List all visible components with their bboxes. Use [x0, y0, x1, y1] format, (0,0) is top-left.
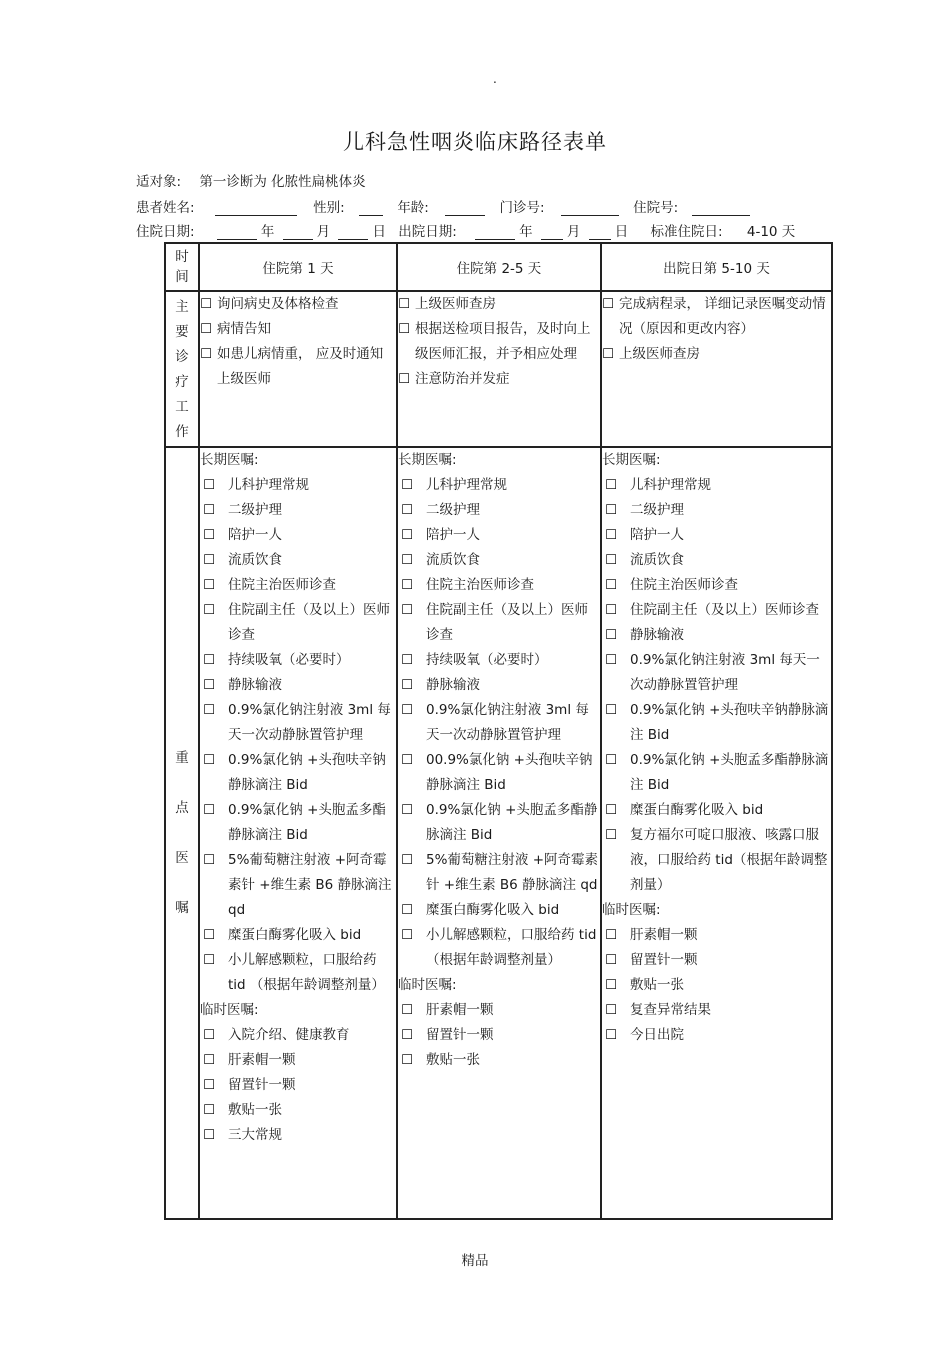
- order-text: 静脉输液: [630, 627, 684, 643]
- order-text: 复方福尔可啶口服液、咳露口服液，口服给药 tid（根据年龄调整剂量）: [630, 827, 828, 893]
- order-text: 住院副主任（及以上）医师诊查: [228, 602, 390, 643]
- checkbox-icon[interactable]: ☐: [605, 552, 618, 568]
- day2-5-long-list: [398, 473, 600, 973]
- order-item: [602, 698, 831, 748]
- day-label: 日: [372, 224, 386, 240]
- order-text: 0.9%氯化钠注射液 3ml 每天一次动静脉置管护理: [426, 702, 589, 743]
- day1-main-cell: [199, 291, 397, 447]
- order-text: 0.9%氯化钠 +头胞孟多酯静脉滴注 Bid: [630, 752, 829, 793]
- pathway-table: [164, 242, 833, 1220]
- checklist-item: ☐ 病情告知: [200, 317, 396, 342]
- checklist-item: ☐ 上级医师查房: [398, 292, 600, 317]
- order-text: 复查异常结果: [630, 1002, 711, 1018]
- time-char: 时: [175, 249, 189, 265]
- checkbox-icon[interactable]: ☐: [203, 527, 216, 543]
- order-item: [602, 573, 831, 598]
- standard-value: 4-10 天: [746, 224, 796, 240]
- checkbox-icon[interactable]: ☐: [401, 902, 414, 918]
- checkbox-icon[interactable]: ☐: [203, 602, 216, 618]
- main-char: 诊: [175, 349, 189, 365]
- checkbox-icon[interactable]: ☐: [401, 1002, 414, 1018]
- day1-long-list: [200, 473, 396, 998]
- checkbox-icon[interactable]: ☐: [203, 952, 216, 968]
- discharge-year-field[interactable]: [475, 225, 515, 240]
- temp-heading: 临时医嘱:: [602, 902, 661, 918]
- checkbox-icon[interactable]: ☐: [605, 577, 618, 593]
- page-title: 儿科急性咽炎临床路径表单: [343, 130, 607, 154]
- clinic-label: 门诊号:: [499, 200, 545, 216]
- main-char: 工: [175, 399, 189, 415]
- order-item: [602, 748, 831, 798]
- day1-header: 住院第 1 天: [199, 243, 397, 291]
- order-item: [200, 573, 396, 598]
- order-item: [602, 923, 831, 948]
- checkbox-icon[interactable]: ☐: [605, 702, 618, 718]
- order-text: 敷贴一张: [426, 1052, 480, 1068]
- order-text: 0.9%氯化钠 +头胞孟多酯静脉滴注 Bid: [228, 802, 386, 843]
- order-item: [398, 673, 600, 698]
- order-item: [200, 748, 396, 798]
- order-text: 儿科护理常规: [228, 477, 309, 493]
- order-item: [200, 1123, 396, 1148]
- order-text: 0.9%氯化钠注射液 3ml 每天一次动静脉置管护理: [630, 652, 820, 693]
- order-text: 持续吸氧（必要时）: [426, 652, 548, 668]
- order-text: 5%葡萄糖注射液 +阿奇霉素针 +维生素 B6 静脉滴注 qd: [426, 852, 599, 893]
- checkbox-icon[interactable]: ☐: [401, 577, 414, 593]
- order-item: [398, 748, 600, 798]
- order-item: [398, 573, 600, 598]
- discharge-header: 出院日第 5-10 天: [601, 243, 832, 291]
- order-text: 二级护理: [426, 502, 480, 518]
- checkbox-icon[interactable]: ☐: [605, 927, 618, 943]
- order-text: 0.9%氯化钠 +头孢呋辛钠静脉滴注 Bid: [630, 702, 829, 743]
- checkbox-icon[interactable]: ☐: [401, 552, 414, 568]
- order-item: [602, 648, 831, 698]
- checkbox-icon[interactable]: ☐: [401, 802, 414, 818]
- target-value: 第一诊断为 化脓性扁桃体炎: [199, 174, 366, 190]
- order-item: [200, 1098, 396, 1123]
- order-text: 肝素帽一颗: [228, 1052, 296, 1068]
- age-field[interactable]: [445, 201, 485, 216]
- checkbox-icon[interactable]: ☐: [200, 321, 213, 337]
- checkbox-icon[interactable]: ☐: [203, 802, 216, 818]
- orders-char: 重: [175, 750, 189, 766]
- admit-year-field[interactable]: [217, 225, 257, 240]
- order-item: [200, 598, 396, 648]
- checkbox-icon[interactable]: ☐: [398, 371, 411, 387]
- age-label: 年龄:: [397, 200, 429, 216]
- order-item: [200, 1073, 396, 1098]
- day1-orders-cell: [199, 447, 397, 1219]
- orders-char: 医: [175, 850, 189, 866]
- checklist-item: ☐ 注意防治并发症: [398, 367, 600, 392]
- checkbox-icon[interactable]: ☐: [605, 627, 618, 643]
- order-item: [602, 948, 831, 973]
- discharge-month-field[interactable]: [541, 225, 563, 240]
- discharge-long-list: [602, 473, 831, 898]
- order-text: 儿科护理常规: [426, 477, 507, 493]
- checklist-item: ☐ 如患儿病情重， 应及时通知上级医师: [200, 342, 396, 392]
- checklist-item: ☐ 完成病程录， 详细记录医嘱变动情况（原因和更改内容）: [602, 292, 831, 342]
- order-item: [398, 798, 600, 848]
- checkbox-icon[interactable]: ☐: [605, 1027, 618, 1043]
- checkbox-icon[interactable]: ☐: [602, 296, 615, 312]
- order-text: 陪护一人: [630, 527, 684, 543]
- order-text: 二级护理: [228, 502, 282, 518]
- day1-temp-list: [200, 1023, 396, 1148]
- admit-day-field[interactable]: [338, 225, 368, 240]
- order-text: 住院主治医师诊查: [228, 577, 336, 593]
- order-item: [200, 673, 396, 698]
- checkbox-icon[interactable]: ☐: [602, 346, 615, 362]
- order-text: 三大常规: [228, 1127, 282, 1143]
- checkbox-icon[interactable]: ☐: [605, 527, 618, 543]
- order-text: 00.9%氯化钠 +头孢呋辛钠静脉滴注 Bid: [426, 752, 593, 793]
- discharge-day-field[interactable]: [589, 225, 611, 240]
- name-label: 患者姓名:: [136, 200, 195, 216]
- checkbox-icon[interactable]: ☐: [203, 1127, 216, 1143]
- order-text: 陪护一人: [426, 527, 480, 543]
- checkbox-icon[interactable]: ☐: [605, 952, 618, 968]
- order-text: 敷贴一张: [228, 1102, 282, 1118]
- order-item: [398, 1023, 600, 1048]
- checkbox-icon[interactable]: ☐: [605, 977, 618, 993]
- time-char: 间: [175, 269, 189, 285]
- checkbox-icon[interactable]: ☐: [605, 477, 618, 493]
- checkbox-icon[interactable]: ☐: [200, 296, 213, 312]
- order-text: 住院副主任（及以上）医师诊查: [630, 602, 819, 618]
- day2-5-header: 住院第 2-5 天: [397, 243, 601, 291]
- checkbox-icon[interactable]: ☐: [203, 1102, 216, 1118]
- order-item: [200, 548, 396, 573]
- checkbox-icon[interactable]: ☐: [401, 927, 414, 943]
- order-item: [602, 523, 831, 548]
- main-char: 疗: [175, 374, 189, 390]
- main-work-label-cell: [165, 291, 199, 447]
- admit-month-field[interactable]: [283, 225, 313, 240]
- gender-field[interactable]: [359, 201, 383, 216]
- order-item: [602, 998, 831, 1023]
- order-text: 糜蛋白酶雾化吸入 bid: [630, 802, 764, 818]
- order-item: [602, 473, 831, 498]
- main-char: 作: [175, 424, 189, 440]
- order-text: 陪护一人: [228, 527, 282, 543]
- orders-label-cell: [165, 447, 199, 1219]
- order-item: [200, 848, 396, 923]
- order-item: [200, 1048, 396, 1073]
- order-item: [602, 823, 831, 898]
- order-item: [398, 648, 600, 673]
- order-item: [398, 1048, 600, 1073]
- day2-5-orders-cell: [397, 447, 601, 1219]
- order-text: 静脉输液: [426, 677, 480, 693]
- checkbox-icon[interactable]: ☐: [203, 652, 216, 668]
- admit-label: 住院日期:: [136, 224, 195, 240]
- order-item: [200, 473, 396, 498]
- order-item: [602, 598, 831, 623]
- discharge-main-cell: [601, 291, 832, 447]
- order-text: 糜蛋白酶雾化吸入 bid: [228, 927, 362, 943]
- year-label: 年: [260, 224, 275, 240]
- checkbox-icon[interactable]: ☐: [203, 577, 216, 593]
- orders-char: 点: [175, 800, 189, 816]
- checkbox-icon[interactable]: ☐: [401, 702, 414, 718]
- order-text: 0.9%氯化钠 +头孢呋辛钠静脉滴注 Bid: [228, 752, 386, 793]
- checkbox-icon[interactable]: ☐: [401, 1052, 414, 1068]
- page-mark: .: [493, 72, 497, 86]
- checkbox-icon[interactable]: ☐: [203, 477, 216, 493]
- footer-text: 精品: [461, 1253, 489, 1269]
- order-item: [398, 548, 600, 573]
- inpatient-field[interactable]: [692, 201, 750, 216]
- order-text: 住院副主任（及以上）医师诊查: [426, 602, 588, 643]
- checkbox-icon[interactable]: ☐: [398, 296, 411, 312]
- order-text: 敷贴一张: [630, 977, 684, 993]
- day2-5-main-cell: [397, 291, 601, 447]
- checkbox-icon[interactable]: ☐: [200, 346, 213, 362]
- order-item: [398, 898, 600, 923]
- standard-label: 标准住院日:: [650, 224, 723, 240]
- order-item: [398, 998, 600, 1023]
- day-label: 日: [614, 224, 629, 240]
- order-item: [602, 548, 831, 573]
- target-label: 适对象:: [136, 174, 182, 190]
- checkbox-icon[interactable]: ☐: [203, 1077, 216, 1093]
- checklist-item: ☐ 根据送检项目报告，及时向上级医师汇报，并予相应处理: [398, 317, 600, 367]
- checkbox-icon[interactable]: ☐: [203, 677, 216, 693]
- time-label-cell: [165, 243, 199, 291]
- order-text: 留置针一颗: [630, 952, 698, 968]
- checkbox-icon[interactable]: ☐: [401, 527, 414, 543]
- main-char: 主: [175, 299, 189, 315]
- checkbox-icon[interactable]: ☐: [605, 802, 618, 818]
- order-text: 二级护理: [630, 502, 684, 518]
- order-text: 住院主治医师诊查: [630, 577, 738, 593]
- header-row: [165, 243, 832, 291]
- order-text: 今日出院: [630, 1027, 684, 1043]
- long-term-heading: 长期医嘱:: [602, 452, 661, 468]
- order-item: [200, 798, 396, 848]
- order-item: [398, 523, 600, 548]
- checkbox-icon[interactable]: ☐: [401, 602, 414, 618]
- orders-row: [165, 447, 832, 1219]
- order-item: [398, 473, 600, 498]
- order-item: [200, 923, 396, 948]
- checklist-item: ☐ 询问病史及体格检查: [200, 292, 396, 317]
- checkbox-icon[interactable]: ☐: [398, 321, 411, 337]
- year-label: 年: [519, 224, 533, 240]
- order-item: [398, 848, 600, 898]
- checkbox-icon[interactable]: ☐: [203, 702, 216, 718]
- order-text: 5%葡萄糖注射液 +阿奇霉素针 +维生素 B6 静脉滴注 qd: [228, 852, 392, 918]
- order-item: [200, 1023, 396, 1048]
- checkbox-icon[interactable]: ☐: [203, 552, 216, 568]
- order-text: 留置针一颗: [228, 1077, 296, 1093]
- order-text: 0.9%氯化钠 +头胞孟多酯静脉滴注 Bid: [426, 802, 598, 843]
- order-item: [200, 648, 396, 673]
- month-label: 月: [566, 224, 581, 240]
- order-item: [602, 1023, 831, 1048]
- order-item: [602, 973, 831, 998]
- order-text: 小儿解感颗粒，口服给药 tid （根据年龄调整剂量）: [228, 952, 385, 993]
- clinic-field[interactable]: [561, 201, 619, 216]
- order-text: 肝素帽一颗: [630, 927, 698, 943]
- order-text: 小儿解感颗粒，口服给药 tid （根据年龄调整剂量）: [426, 927, 597, 968]
- checkbox-icon[interactable]: ☐: [203, 927, 216, 943]
- discharge-label: 出院日期:: [398, 224, 457, 240]
- checkbox-icon[interactable]: ☐: [605, 752, 618, 768]
- checkbox-icon[interactable]: ☐: [605, 827, 618, 843]
- order-text: 留置针一颗: [426, 1027, 494, 1043]
- order-text: 静脉输液: [228, 677, 282, 693]
- checkbox-icon[interactable]: ☐: [605, 602, 618, 618]
- checkbox-icon[interactable]: ☐: [401, 477, 414, 493]
- day2-5-temp-list: [398, 998, 600, 1073]
- order-text: 流质饮食: [630, 552, 684, 568]
- temp-heading: 临时医嘱:: [398, 977, 457, 993]
- discharge-orders-cell: [601, 447, 832, 1219]
- order-text: 肝素帽一颗: [426, 1002, 494, 1018]
- checkbox-icon[interactable]: ☐: [203, 1027, 216, 1043]
- order-item: [602, 798, 831, 823]
- checkbox-icon[interactable]: ☐: [605, 652, 618, 668]
- order-item: [398, 698, 600, 748]
- order-text: 持续吸氧（必要时）: [228, 652, 350, 668]
- checkbox-icon[interactable]: ☐: [401, 677, 414, 693]
- order-item: [602, 623, 831, 648]
- gender-label: 性别:: [313, 200, 345, 216]
- temp-heading: 临时医嘱:: [200, 1002, 259, 1018]
- name-field[interactable]: [215, 201, 297, 216]
- main-work-row: [165, 291, 832, 447]
- checkbox-icon[interactable]: ☐: [401, 652, 414, 668]
- orders-char: 嘱: [175, 900, 189, 916]
- order-text: 儿科护理常规: [630, 477, 711, 493]
- order-text: 0.9%氯化钠注射液 3ml 每天一次动静脉置管护理: [228, 702, 391, 743]
- order-text: 糜蛋白酶雾化吸入 bid: [426, 902, 560, 918]
- checkbox-icon[interactable]: ☐: [605, 1002, 618, 1018]
- checkbox-icon[interactable]: ☐: [401, 502, 414, 518]
- long-term-heading: 长期医嘱:: [200, 452, 259, 468]
- order-text: 流质饮食: [228, 552, 282, 568]
- order-item: [398, 498, 600, 523]
- patient-line: [136, 196, 754, 216]
- checkbox-icon[interactable]: ☐: [203, 502, 216, 518]
- target-line: [136, 170, 366, 190]
- discharge-temp-list: [602, 923, 831, 1048]
- checkbox-icon[interactable]: ☐: [203, 852, 216, 868]
- order-item: [200, 698, 396, 748]
- month-label: 月: [316, 224, 331, 240]
- checkbox-icon[interactable]: ☐: [401, 852, 414, 868]
- checkbox-icon[interactable]: ☐: [203, 1052, 216, 1068]
- long-term-heading: 长期医嘱:: [398, 452, 457, 468]
- checkbox-icon[interactable]: ☐: [605, 502, 618, 518]
- checkbox-icon[interactable]: ☐: [401, 752, 414, 768]
- order-item: [200, 948, 396, 998]
- main-char: 要: [175, 324, 189, 340]
- checklist-item: ☐ 上级医师查房: [602, 342, 831, 367]
- checkbox-icon[interactable]: ☐: [203, 752, 216, 768]
- order-text: 住院主治医师诊查: [426, 577, 534, 593]
- order-text: 入院介绍、健康教育: [228, 1027, 350, 1043]
- order-item: [602, 498, 831, 523]
- order-item: [398, 923, 600, 973]
- order-item: [200, 523, 396, 548]
- checkbox-icon[interactable]: ☐: [401, 1027, 414, 1043]
- date-line: [136, 220, 795, 240]
- inpatient-label: 住院号:: [633, 200, 679, 216]
- order-item: [200, 498, 396, 523]
- order-item: [398, 598, 600, 648]
- order-text: 流质饮食: [426, 552, 480, 568]
